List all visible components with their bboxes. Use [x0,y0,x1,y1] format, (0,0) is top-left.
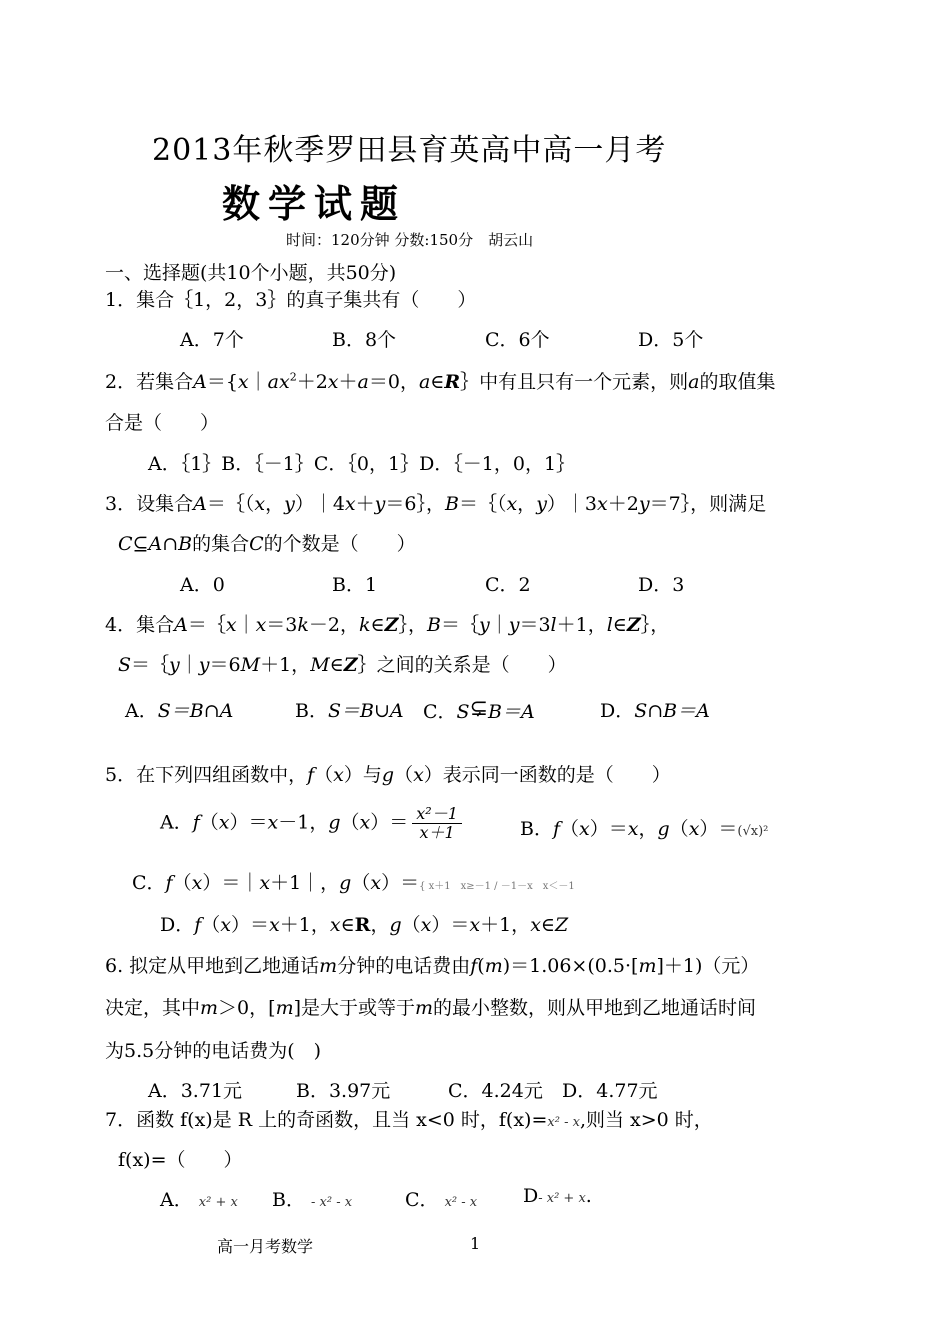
question-7-option-b: B． - x² - x [272,1189,353,1211]
question-6-option-a: A．3.71元 [148,1080,243,1102]
question-3-option-a: A．0 [180,574,225,596]
question-4-option-d: D．S∩B＝A [600,700,710,722]
question-4-option-c: C．S⊊B＝A [423,696,535,723]
question-1-option-d: D．5个 [638,329,704,351]
footer-label: 高一月考数学 [217,1237,314,1256]
question-3-stem-line2: C⊆A∩B的集合C的个数是（ ） [118,533,416,555]
exam-title-subject: 数学试题 [222,181,407,226]
question-7-stem-line2: f(x)=（ ） [118,1149,243,1171]
question-3-option-b: B．1 [332,574,378,596]
page-number: 1 [470,1234,481,1253]
question-6-stem: 6. 拟定从甲地到乙地通话m分钟的电话费由f(m)＝1.06×(0.5·[m]＋1)（元） [105,955,760,977]
question-7-option-c: C． x² - x [405,1189,478,1211]
question-6-option-b: B．3.97元 [296,1080,391,1102]
question-5-option-b: B．f（x）＝x，g（x）＝(√x)² [520,818,769,840]
fraction: $\frac{\text{x²－1}}{x+1}$ [412,805,462,842]
question-1-stem: 1．集合｛1，2，3｝的真子集共有（ ） [105,289,477,311]
question-1-option-b: B．8个 [332,329,397,351]
question-5-option-d: D．f（x）＝x＋1，x∈R，g（x）＝x＋1，x∈Z [160,914,569,936]
exam-info: 时间：120分钟 分数:150分 胡云山 [286,231,534,249]
question-3-stem: 3．设集合A＝｛（x，y）｜4x＋y＝6｝，B＝｛（x，y）｜3x＋2y＝7｝，则满足 [105,493,767,515]
question-7-stem: 7．函数 f(x)是 R 上的奇函数，且当 x<0 时，f(x)=x² - x,则当 x>0 时， [105,1109,713,1131]
question-3-option-d: D．3 [638,574,685,596]
question-6-option-c: C．4.24元 [448,1080,543,1102]
question-7-option-d: D- x² + x. [523,1185,592,1207]
question-2-stem: 2．若集合$A=\{x|ax^2+2x+a=0$，a∈R｝中有且只有一个元素，则a的取值集 [105,370,776,393]
exam-title-line1: 2013年秋季罗田县育英高中高一月考 [152,133,667,168]
question-4-option-a: A．S＝B∩A [125,700,234,722]
question-1-option-c: C．6个 [485,329,550,351]
question-4-stem-line2: S＝｛y｜y＝6M＋1，M∈Z｝之间的关系是（ ） [118,654,567,676]
section-heading: 一、选择题(共10个小题，共50分) [105,262,397,284]
question-2-options: A．｛1｝B．｛－1｝C．｛0，1｝D．｛－1，0，1｝ [148,453,576,475]
question-1-option-a: A．7个 [180,329,244,351]
question-6-stem-line2: 决定，其中m＞0，[m]是大于或等于m的最小整数，则从甲地到乙地通话时间 [105,997,757,1019]
question-6-option-d: D．4.77元 [562,1080,658,1102]
question-4-stem: 4．集合A＝｛x｜x＝3k－2，k∈Z｝，B＝｛y｜y＝3l＋1，l∈Z｝， [105,614,670,636]
question-7-option-a: A． x² + x [160,1189,238,1211]
question-6-stem-line3: 为5.5分钟的电话费为( ) [105,1040,322,1062]
question-5-stem: 5．在下列四组函数中，f（x）与g（x）表示同一函数的是（ ） [105,764,671,786]
question-5-option-c: C．f（x）＝｜x＋1｜，g（x）＝{ x＋1 x≥－1 / －1－x x＜－1 [132,872,575,894]
question-3-option-c: C．2 [485,574,531,596]
question-2-stem-line2: 合是（ ） [105,412,220,434]
question-4-option-b: B．S＝B∪A [295,700,404,722]
question-5-option-a: A．f（x）＝x－1，g（x）＝ $\frac{\text{x²－1}}{x+1}$ [160,805,466,842]
